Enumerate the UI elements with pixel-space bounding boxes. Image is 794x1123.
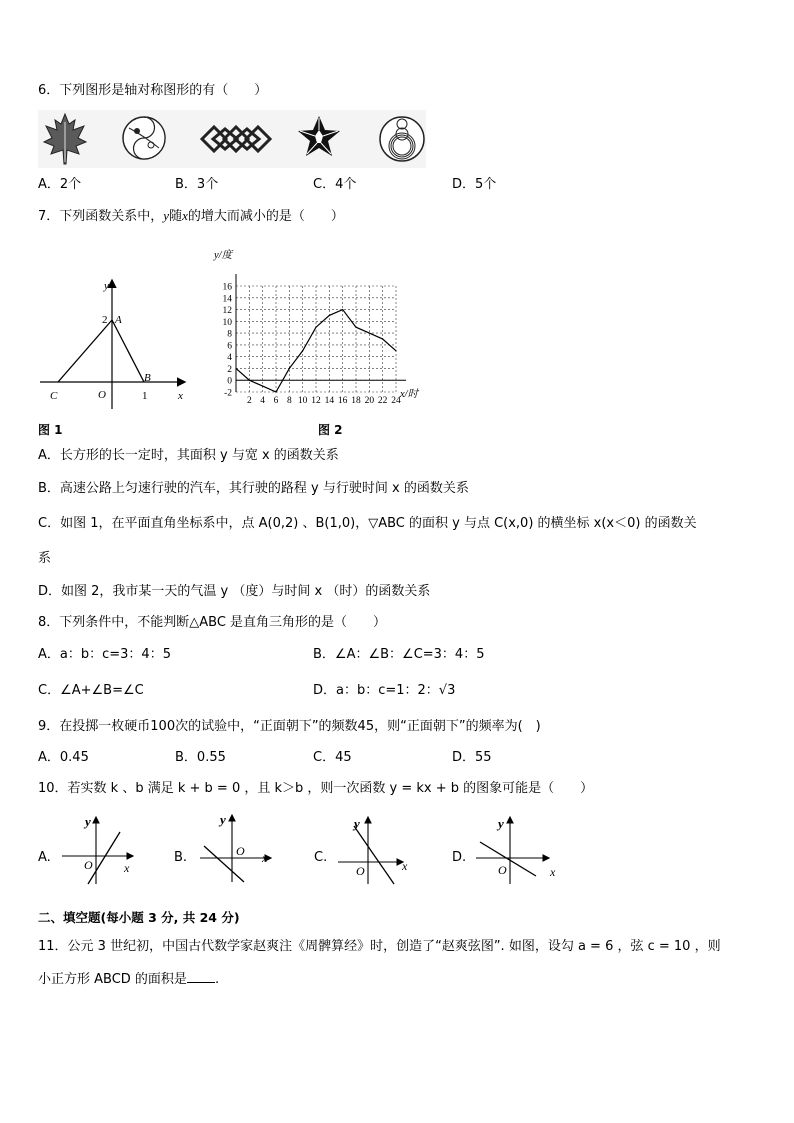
fig2-x-tick: 14 [324, 396, 335, 406]
fig2-y-tick: 6 [227, 341, 232, 352]
q11-line2-end: . [214, 972, 220, 987]
q7-stem-y: y [163, 208, 170, 223]
fig2-y-tick: 8 [227, 329, 232, 340]
q7-option-c-line1: C．如图 1，在平面直角坐标系中，点 A(0,2) 、B(1,0)，▽ABC 的面积 y 与点 C(x,0) 的横坐标 x(x＜0) 的函数关 [38, 516, 697, 531]
fig2-x-tick: 18 [351, 396, 361, 406]
fig2-point [262, 386, 263, 387]
fig2-point [289, 368, 290, 369]
q9-option-c: C．45 [313, 750, 352, 765]
fig1-point-b: B [144, 372, 151, 384]
fig2-x-tick: 24 [391, 396, 401, 406]
fig2-x-tick: 22 [377, 396, 388, 406]
fig2-y-tick: 16 [222, 282, 232, 293]
q10-graph-c [336, 814, 420, 886]
fig2-point [342, 309, 343, 310]
fig2-x-tick: 2 [246, 396, 252, 406]
q9-stem: 9．在投掷一枚硬币100次的试验中，“正面朝下”的频数45，则“正面朝下”的频率为( ) [38, 719, 541, 734]
q11-line2 [38, 970, 219, 989]
fig2-x-tick: 10 [297, 396, 308, 406]
fig2-y-tick: 4 [227, 353, 232, 364]
q7-stem-x: x [182, 208, 188, 223]
q10-b-y: y [220, 812, 226, 827]
fig1-point-a: A [115, 314, 122, 326]
maple-leaf-icon [42, 112, 88, 166]
fig2-y-tick: 2 [227, 364, 232, 375]
circles-in-circle-icon [378, 113, 426, 165]
q10-d-o: O [498, 863, 507, 877]
fig1-side-ca [58, 320, 112, 382]
q8-option-a: A．a：b：c=3：4：5 [38, 647, 171, 662]
q10-graph-a [58, 814, 142, 886]
fig2-y-tick: 12 [222, 306, 232, 317]
q6-figures [38, 110, 426, 168]
fig1-y-label: y [104, 280, 109, 292]
q10-a-y: y [85, 814, 91, 829]
fig2-x-tick: 6 [273, 396, 279, 406]
q8-option-d: D．a：b：c=1：2：√3 [313, 683, 456, 698]
fig2-point [302, 350, 303, 351]
q7-option-c-line2: 系 [38, 551, 52, 566]
q10-option-b-letter: B. [174, 850, 188, 865]
q10-c-o: O [356, 864, 365, 878]
q7-fig1-caption: 图 1 [38, 423, 63, 437]
q11-line2-text: 小正方形 ABCD 的面积是 [38, 972, 187, 987]
q6-option-c: C．4个 [313, 177, 357, 192]
q6-option-d: D．5个 [452, 177, 497, 192]
q10-c-y: y [354, 816, 360, 831]
fig2-x-tick: 12 [311, 396, 321, 406]
q10-d-x: x [550, 865, 556, 879]
q10-b-x: x [262, 851, 268, 865]
q10-d-y: y [498, 816, 504, 831]
fig1-origin: O [98, 389, 106, 401]
q10-a-x: x [124, 861, 130, 875]
fig2-y-label: y/度 [214, 250, 233, 261]
fig2-point [329, 315, 330, 316]
fig2-point [249, 380, 250, 381]
q6-option-a: A．2个 [38, 177, 82, 192]
q7-stem-c: 的增大而减小的是（ ） [187, 209, 344, 224]
yin-yang-icon [120, 114, 168, 162]
section-2-heading: 二、填空题(每小题 3 分, 共 24 分) [38, 910, 240, 925]
q10-graph-b [196, 812, 280, 884]
fig1-tick-2: 2 [102, 314, 108, 326]
fig2-point [369, 333, 370, 334]
fig2-point [355, 327, 356, 328]
fig2-point [275, 391, 276, 392]
pentagram-flower-icon [296, 114, 342, 160]
fig2-x-tick: 16 [337, 396, 348, 406]
fig2-y-tick: 10 [222, 317, 232, 328]
fig1-tick-1: 1 [142, 390, 148, 402]
q7-fig2-caption: 图 2 [318, 423, 343, 437]
fig2-point [395, 350, 396, 351]
q10-a-o: O [84, 858, 93, 872]
q10-option-d-letter: D. [452, 850, 467, 865]
fig2-point [315, 327, 316, 328]
q9-option-a: A．0.45 [38, 750, 89, 765]
q9-option-d: D．55 [452, 750, 492, 765]
q10-option-a-letter: A. [38, 850, 51, 865]
knot-pattern-icon [200, 120, 272, 158]
fig2-x-tick: 8 [286, 396, 292, 406]
q8-stem: 8．下列条件中，不能判断△ABC 是直角三角形的是（ ） [38, 615, 387, 630]
fig2-x-label: x/时 [400, 389, 419, 400]
fig1-point-c: C [50, 390, 58, 402]
q10-stem: 10．若实数 k 、b 满足 k + b = 0 ，且 k＞b ，则一次函数 y = kx + b 的图象可能是（ ） [38, 781, 594, 796]
fig2-y-tick: 0 [227, 376, 232, 387]
q8-option-c: C．∠A+∠B=∠C [38, 683, 144, 698]
q7-option-b: B．高速公路上匀速行驶的汽车，其行驶的路程 y 与行驶时间 x 的函数关系 [38, 481, 469, 496]
fig2-point [382, 338, 383, 339]
fig2-y-tick: -2 [224, 388, 232, 399]
q7-stem-b: 随 [169, 209, 183, 224]
q10-c-x: x [402, 859, 408, 873]
q7-option-a: A．长方形的长一定时，其面积 y 与宽 x 的函数关系 [38, 448, 339, 463]
q7-option-d: D．如图 2，我市某一天的气温 y （度）与时间 x （时）的函数关系 [38, 584, 431, 599]
fig2-y-tick: 14 [222, 294, 232, 305]
q7-stem-a: 7．下列函数关系中， [38, 209, 164, 224]
q9-option-b: B．0.55 [175, 750, 226, 765]
fig2-x-tick: 4 [260, 396, 266, 406]
q11-answer-blank[interactable] [187, 970, 215, 983]
q10-option-c-letter: C. [314, 850, 328, 865]
q11-line1: 11．公元 3 世纪初，中国古代数学家赵爽注《周髀算经》时，创造了“赵爽弦图”. 如图，设勾 a = 6 ，弦 c = 10 ，则 [38, 939, 721, 954]
q8-option-b: B．∠A：∠B：∠C=3：4：5 [313, 647, 485, 662]
fig1-side-ab [112, 320, 144, 382]
fig1-x-label: x [178, 390, 183, 402]
q6-stem: 6．下列图形是轴对称图形的有（ ） [38, 83, 268, 98]
q10-b-o: O [236, 844, 245, 858]
q10-graph-d [474, 814, 562, 886]
q7-figure-1 [36, 275, 196, 410]
fig2-x-tick: 20 [364, 396, 375, 406]
q7-stem [38, 207, 344, 226]
fig2-point [235, 368, 236, 369]
q6-option-b: B．3个 [175, 177, 219, 192]
q7-figure-2-chart [210, 244, 450, 414]
